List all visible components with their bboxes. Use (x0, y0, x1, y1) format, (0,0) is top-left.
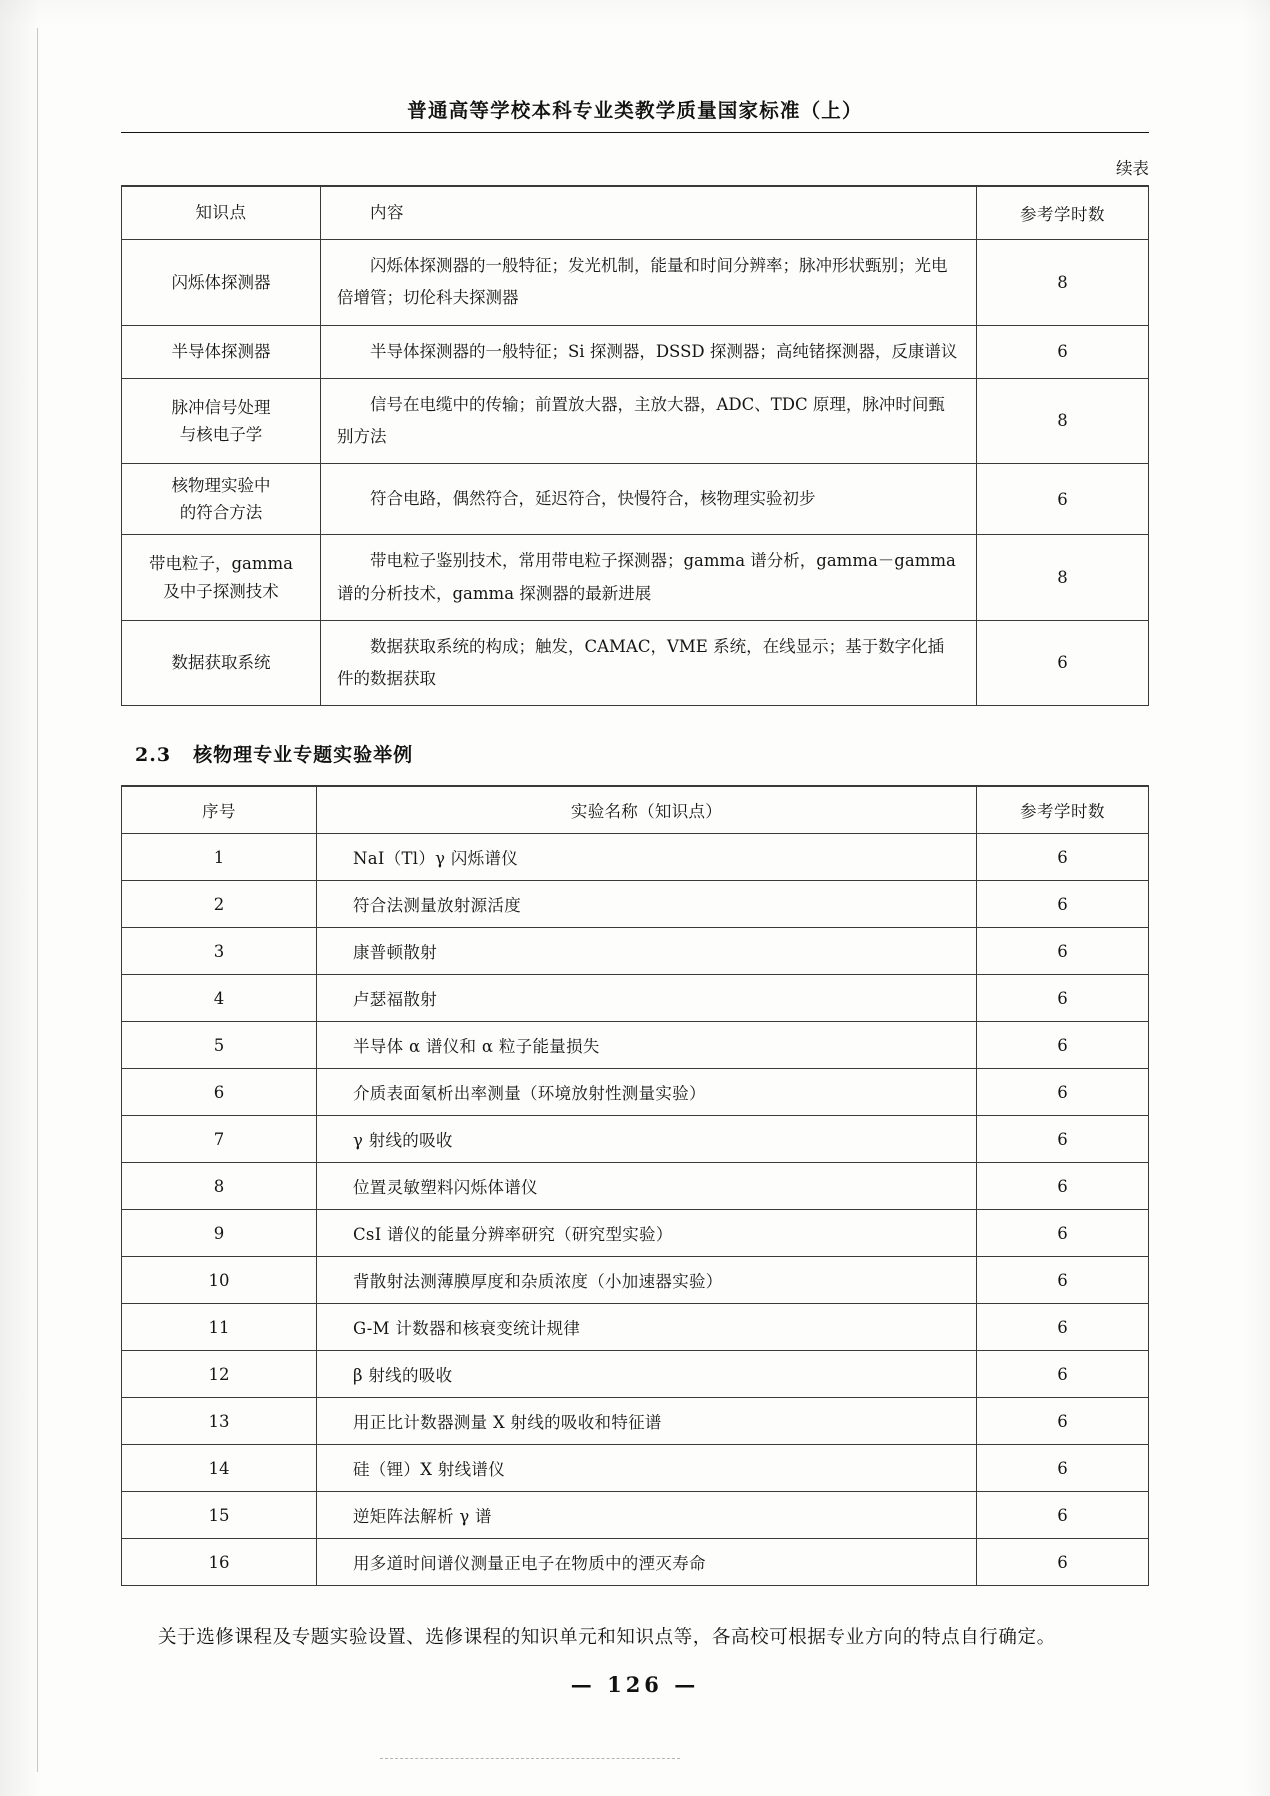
table-row (122, 240, 1149, 325)
table-row (122, 1351, 1149, 1398)
cell-serial: 10 (122, 1257, 317, 1304)
cell-hours: 6 (977, 1022, 1149, 1069)
cell-hours: 6 (977, 325, 1149, 378)
cell-hours: 8 (977, 378, 1149, 463)
knowledge-line-2: 的符合方法 (179, 503, 263, 523)
cell-hours: 6 (977, 1539, 1149, 1586)
cell-content: 符合电路，偶然符合，延迟符合，快慢符合，核物理实验初步 (321, 464, 977, 535)
cell-content: 带电粒子鉴别技术，常用带电粒子探测器；gamma 谱分析，gamma－gamma 谱的分析技术，gamma 探测器的最新进展 (321, 535, 977, 620)
cell-serial: 12 (122, 1351, 317, 1398)
cell-content: 数据获取系统的构成；触发，CAMAC，VME 系统，在线显示；基于数字化插件的数据获取 (321, 620, 977, 705)
table-row (122, 1116, 1149, 1163)
cell-hours: 8 (977, 535, 1149, 620)
table-row (122, 834, 1149, 881)
cell-hours: 6 (977, 1398, 1149, 1445)
cell-hours: 6 (977, 1210, 1149, 1257)
cell-knowledge (122, 325, 321, 378)
experiments-table-body (122, 834, 1149, 1586)
knowledge-line-1: 脉冲信号处理 (171, 397, 271, 417)
cell-knowledge (122, 464, 321, 535)
cell-experiment-name: 背散射法测薄膜厚度和杂质浓度（小加速器实验） (317, 1257, 977, 1304)
experiments-table (121, 785, 1149, 1586)
cell-serial: 14 (122, 1445, 317, 1492)
table-row (122, 1163, 1149, 1210)
knowledge-line-1: 数据获取系统 (171, 653, 271, 673)
cell-hours: 6 (977, 1069, 1149, 1116)
column-header-serial: 序号 (122, 786, 317, 834)
cell-experiment-name: 用正比计数器测量 X 射线的吸收和特征谱 (317, 1398, 977, 1445)
cell-serial: 3 (122, 928, 317, 975)
cell-experiment-name: 介质表面氡析出率测量（环境放射性测量实验） (317, 1069, 977, 1116)
table-row (122, 928, 1149, 975)
knowledge-line-1: 半导体探测器 (171, 341, 271, 361)
cell-knowledge (122, 378, 321, 463)
table-row (122, 1398, 1149, 1445)
table-row (122, 464, 1149, 535)
running-head: 普通高等学校本科专业类教学质量国家标准（上） (407, 99, 863, 122)
cell-content: 半导体探测器的一般特征；Si 探测器，DSSD 探测器；高纯锗探测器，反康谱议 (321, 325, 977, 378)
cell-hours: 6 (977, 975, 1149, 1022)
table-row (122, 1022, 1149, 1069)
table-row (122, 1069, 1149, 1116)
cell-content: 信号在电缆中的传输；前置放大器，主放大器，ADC、TDC 原理，脉冲时间甄别方法 (321, 378, 977, 463)
cell-experiment-name: 硅（锂）X 射线谱仪 (317, 1445, 977, 1492)
cell-hours: 6 (977, 1257, 1149, 1304)
cell-experiment-name: NaI（Tl）γ 闪烁谱仪 (317, 834, 977, 881)
table-row (122, 620, 1149, 705)
table-row (122, 1492, 1149, 1539)
cell-hours: 6 (977, 928, 1149, 975)
table-row (122, 535, 1149, 620)
table-header-row (122, 786, 1149, 834)
continued-table-label: 续表 (1116, 159, 1149, 178)
knowledge-line-1: 核物理实验中 (171, 476, 271, 496)
cell-hours: 6 (977, 1492, 1149, 1539)
cell-serial: 8 (122, 1163, 317, 1210)
cell-experiment-name: 半导体 α 谱仪和 α 粒子能量损失 (317, 1022, 977, 1069)
cell-hours: 6 (977, 620, 1149, 705)
cell-hours: 6 (977, 1304, 1149, 1351)
cell-hours: 6 (977, 1445, 1149, 1492)
cell-experiment-name: 位置灵敏塑料闪烁体谱仪 (317, 1163, 977, 1210)
running-head-rule (121, 132, 1149, 133)
cell-hours: 6 (977, 1116, 1149, 1163)
cell-serial: 1 (122, 834, 317, 881)
cell-experiment-name: γ 射线的吸收 (317, 1116, 977, 1163)
cell-serial: 9 (122, 1210, 317, 1257)
cell-hours: 8 (977, 240, 1149, 325)
table-row (122, 325, 1149, 378)
cell-hours: 6 (977, 834, 1149, 881)
column-header-experiment-name: 实验名称（知识点） (317, 786, 977, 834)
cell-experiment-name: 用多道时间谱仪测量正电子在物质中的湮灭寿命 (317, 1539, 977, 1586)
cell-serial: 4 (122, 975, 317, 1022)
page-bottom-dash (380, 1758, 680, 1760)
table-row (122, 1539, 1149, 1586)
table-row (122, 378, 1149, 463)
cell-experiment-name: 康普顿散射 (317, 928, 977, 975)
table-row (122, 1304, 1149, 1351)
cell-experiment-name: β 射线的吸收 (317, 1351, 977, 1398)
knowledge-line-2: 与核电子学 (179, 424, 263, 444)
cell-serial: 16 (122, 1539, 317, 1586)
section-title: 核物理专业专题实验举例 (193, 744, 414, 767)
cell-serial: 7 (122, 1116, 317, 1163)
table-row (122, 1445, 1149, 1492)
cell-serial: 11 (122, 1304, 317, 1351)
page-number: — 126 — (570, 1672, 700, 1697)
cell-hours: 6 (977, 1163, 1149, 1210)
column-header-hours: 参考学时数 (977, 186, 1149, 240)
knowledge-table-body (122, 240, 1149, 706)
knowledge-points-table (121, 185, 1149, 706)
knowledge-line-1: 闪烁体探测器 (171, 272, 271, 292)
cell-knowledge (122, 535, 321, 620)
cell-knowledge (122, 620, 321, 705)
cell-serial: 5 (122, 1022, 317, 1069)
table-header-row (122, 186, 1149, 240)
knowledge-table-head (122, 186, 1149, 240)
cell-experiment-name: 符合法测量放射源活度 (317, 881, 977, 928)
column-header-knowledge: 知识点 (122, 186, 321, 240)
cell-knowledge (122, 240, 321, 325)
cell-hours: 6 (977, 881, 1149, 928)
knowledge-line-2: 及中子探测技术 (163, 581, 279, 601)
knowledge-line-1: 带电粒子，gamma (148, 554, 294, 574)
table-row (122, 1210, 1149, 1257)
cell-hours: 6 (977, 1351, 1149, 1398)
column-header-hours: 参考学时数 (977, 786, 1149, 834)
cell-serial: 2 (122, 881, 317, 928)
cell-content: 闪烁体探测器的一般特征；发光机制，能量和时间分辨率；脉冲形状甄别；光电倍增管；切伦科夫探测器 (321, 240, 977, 325)
column-header-content: 内容 (321, 186, 977, 240)
cell-serial: 13 (122, 1398, 317, 1445)
section-heading (107, 740, 1163, 767)
experiments-table-head (122, 786, 1149, 834)
cell-serial: 6 (122, 1069, 317, 1116)
section-number: 2.3 (135, 744, 172, 767)
table-row (122, 1257, 1149, 1304)
table-row (122, 975, 1149, 1022)
cell-hours: 6 (977, 464, 1149, 535)
table-row (122, 881, 1149, 928)
cell-experiment-name: G-M 计数器和核衰变统计规律 (317, 1304, 977, 1351)
cell-serial: 15 (122, 1492, 317, 1539)
closing-paragraph: 关于选修课程及专题实验设置、选修课程的知识单元和知识点等，各高校可根据专业方向的特点自行确定。 (158, 1627, 1056, 1649)
cell-experiment-name: 卢瑟福散射 (317, 975, 977, 1022)
cell-experiment-name: CsI 谱仪的能量分辨率研究（研究型实验） (317, 1210, 977, 1257)
cell-experiment-name: 逆矩阵法解析 γ 谱 (317, 1492, 977, 1539)
